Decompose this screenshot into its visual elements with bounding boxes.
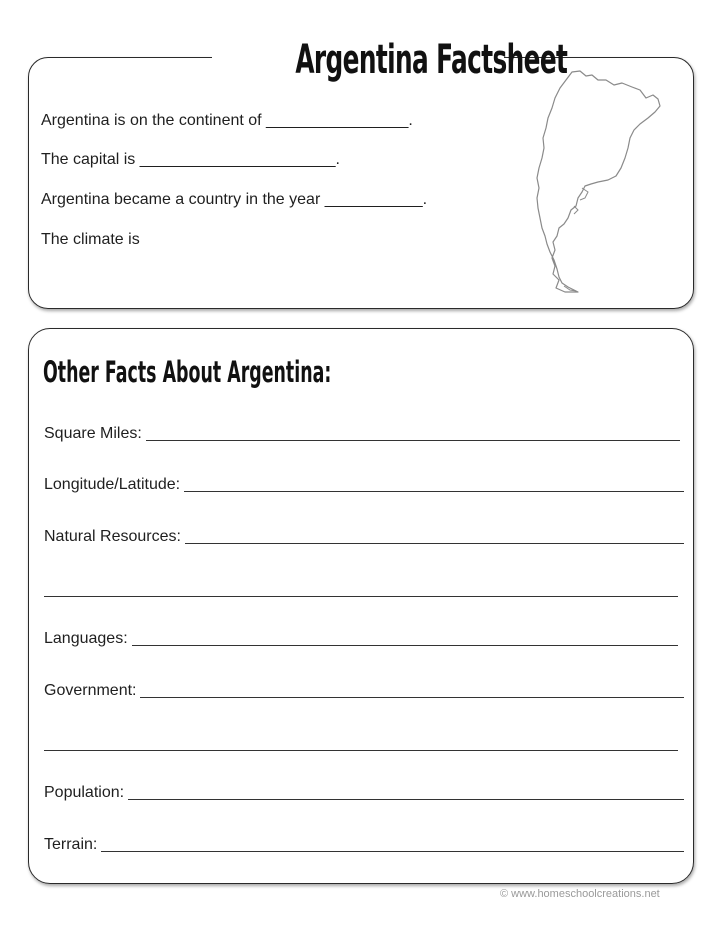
answer-line[interactable] (132, 645, 678, 646)
answer-line[interactable] (101, 851, 684, 852)
natural-resources-extra-line (44, 576, 678, 600)
answer-line[interactable] (44, 596, 678, 597)
government-field (44, 677, 684, 701)
field-label: Square Miles: (44, 425, 142, 442)
field-label: Natural Resources: (44, 528, 181, 545)
answer-line[interactable] (184, 491, 684, 492)
argentina-outline (537, 71, 660, 292)
square-miles-field (44, 420, 680, 444)
field-label: Languages: (44, 630, 128, 647)
field-label: Longitude/Latitude: (44, 476, 181, 493)
field-label: Government: (44, 682, 137, 699)
field-label: Terrain: (44, 836, 98, 853)
other-facts-heading: Other Facts About Argentina: (43, 355, 332, 389)
map-detail-coast (574, 188, 588, 214)
languages-field (44, 625, 678, 649)
page-title: Argentina Factsheet (295, 37, 568, 83)
title-container (212, 34, 568, 86)
population-field (44, 779, 684, 803)
natural-resources-field (44, 523, 684, 547)
other-facts-heading-container (43, 352, 343, 392)
answer-line[interactable] (44, 750, 678, 751)
copyright-footer: © www.homeschoolcreations.net (500, 888, 660, 900)
climate-question: The climate is (41, 231, 140, 248)
answer-line[interactable] (128, 799, 684, 800)
answer-line[interactable] (140, 697, 684, 698)
capital-question: The capital is ______________________. (41, 151, 340, 168)
argentina-map-icon (522, 68, 672, 296)
continent-question: Argentina is on the continent of ________________. (41, 112, 413, 129)
field-label: Population: (44, 784, 125, 801)
answer-line[interactable] (185, 543, 684, 544)
longitude-latitude-field (44, 471, 684, 495)
answer-line[interactable] (146, 440, 680, 441)
government-extra-line (44, 730, 678, 754)
founding-year-question: Argentina became a country in the year ___________. (41, 191, 428, 208)
terrain-field (44, 831, 684, 855)
